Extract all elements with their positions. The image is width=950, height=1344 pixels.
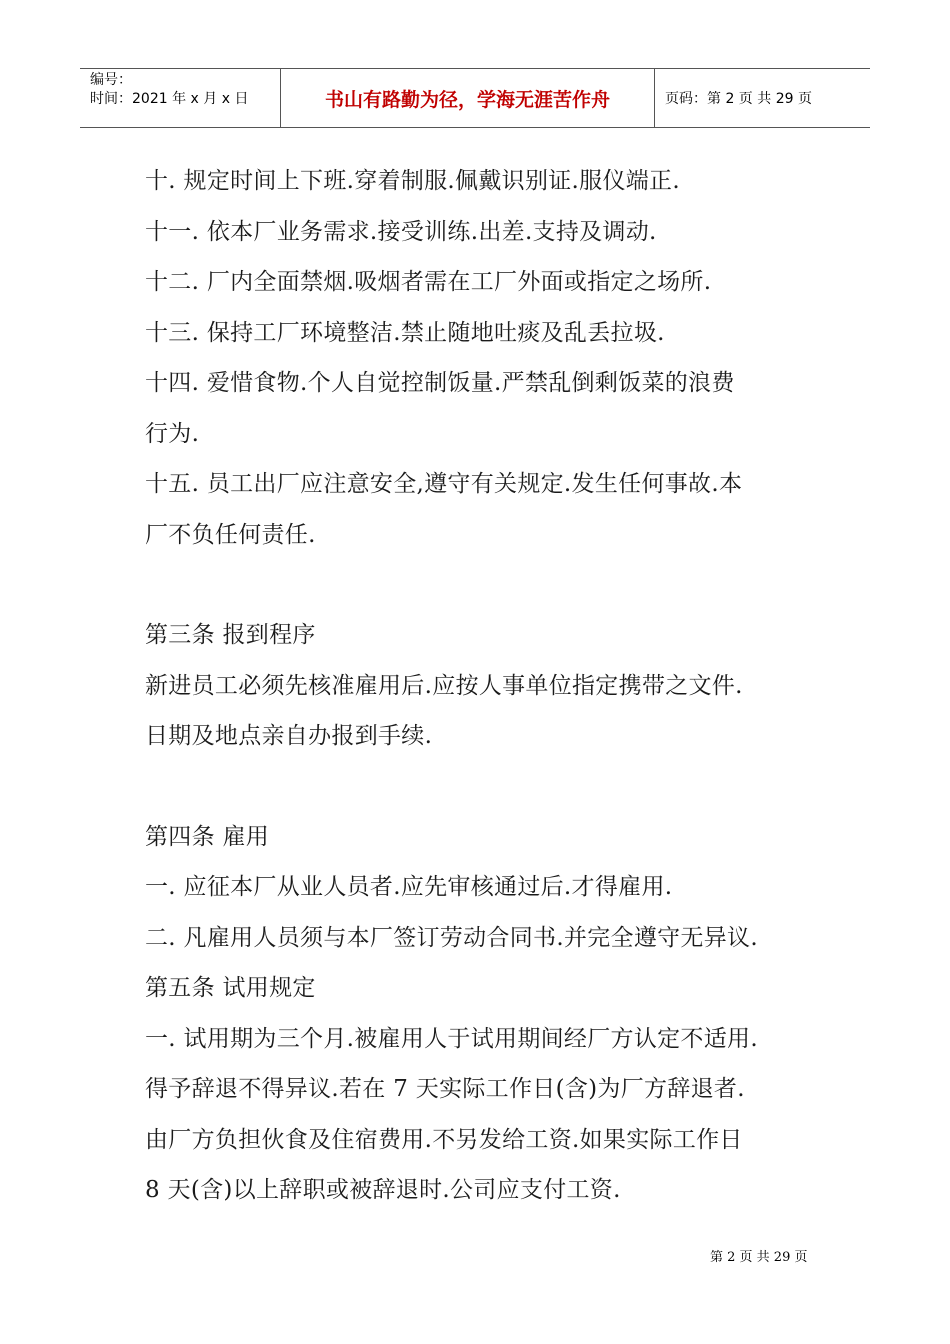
section-heading: 第五条 试用规定 bbox=[145, 975, 316, 1001]
header-motto: 书山有路勤为径，学海无涯苦作舟 bbox=[281, 69, 655, 127]
body-line: 十一. 依本厂业务需求.接受训练.出差.支持及调动. bbox=[145, 218, 657, 245]
document-time-label: 时间：2021 年 x 月 x 日 bbox=[90, 91, 249, 107]
body-line: 日期及地点亲自办报到手续. bbox=[145, 723, 433, 749]
section-heading: 第四条 雇用 bbox=[145, 823, 270, 850]
section-heading: 第三条 报到程序 bbox=[145, 622, 316, 648]
header-meta bbox=[80, 69, 281, 127]
body-line: 得予辞退不得异议.若在 7 天实际工作日(含)为厂方辞退者. bbox=[145, 1076, 745, 1102]
body-line: 二. 凡雇用人员须与本厂签订劳动合同书.并完全遵守无异议. bbox=[145, 924, 758, 951]
page-footer: 第 2 页 共 29 页 bbox=[710, 1250, 808, 1265]
body-line: 十三. 保持工厂环境整洁.禁止随地吐痰及乱丢拉圾. bbox=[145, 319, 665, 346]
paragraph-spacer bbox=[145, 762, 825, 812]
paragraph-spacer bbox=[145, 560, 825, 610]
body-line: 8 天(含)以上辞职或被辞退时.公司应支付工资. bbox=[145, 1177, 621, 1203]
body-line: 行为. bbox=[145, 420, 200, 447]
header-page-info: 页码：第 2 页 共 29 页 bbox=[665, 91, 812, 107]
body-line: 十五. 员工出厂应注意安全,遵守有关规定.发生任何事故.本 bbox=[145, 471, 743, 497]
body-line: 一. 试用期为三个月.被雇用人于试用期间经厂方认定不适用. bbox=[145, 1025, 758, 1052]
body-line: 十四. 爱惜食物.个人自觉控制饭量.严禁乱倒剩饭菜的浪费 bbox=[145, 370, 735, 396]
document-number-label: 编号： bbox=[90, 72, 132, 88]
document-body bbox=[145, 156, 825, 1216]
body-line: 由厂方负担伙食及住宿费用.不另发给工资.如果实际工作日 bbox=[145, 1126, 743, 1153]
page-header bbox=[80, 68, 870, 128]
body-line: 十二. 厂内全面禁烟.吸烟者需在工厂外面或指定之场所. bbox=[145, 269, 712, 295]
body-line: 一. 应征本厂从业人员者.应先审核通过后.才得雇用. bbox=[145, 874, 673, 900]
body-line: 新进员工必须先核准雇用后.应按人事单位指定携带之文件. bbox=[145, 672, 743, 699]
body-line: 十. 规定时间上下班.穿着制服.佩戴识别证.服仪端正. bbox=[145, 168, 680, 194]
body-line: 厂不负任何责任. bbox=[145, 521, 316, 548]
